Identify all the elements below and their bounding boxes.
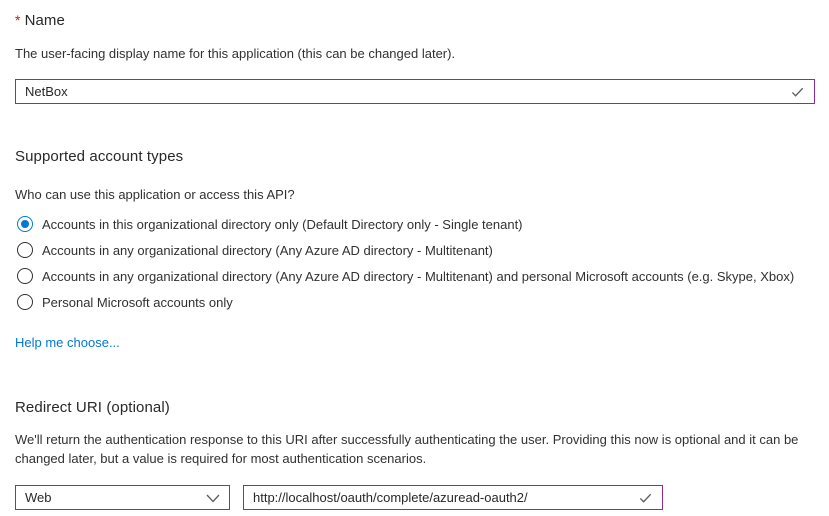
radio-option-label: Accounts in any organizational directory (Any Azure AD directory - Multitenant) and personal Microsoft accounts (e.g. Skype, Xbox) bbox=[42, 268, 795, 284]
valid-checkmark-icon bbox=[638, 490, 653, 505]
radio-option-personal-only[interactable] bbox=[15, 289, 815, 315]
radio-option-label: Personal Microsoft accounts only bbox=[42, 294, 233, 310]
name-input[interactable] bbox=[16, 80, 814, 103]
account-types-section bbox=[15, 148, 815, 352]
valid-checkmark-icon bbox=[790, 84, 805, 99]
name-input-container bbox=[15, 79, 815, 104]
redirect-uri-input-container bbox=[243, 485, 663, 510]
radio-button-icon[interactable] bbox=[17, 268, 33, 284]
radio-option-label: Accounts in any organizational directory (Any Azure AD directory - Multitenant) bbox=[42, 242, 493, 258]
platform-select-value: Web bbox=[25, 490, 52, 505]
redirect-uri-description: We'll return the authentication response to this URI after successfully authenticating the user. Providing this now is optional and it can be changed later, but a value is required for most authentication scenarios. bbox=[15, 432, 799, 466]
radio-button-icon[interactable] bbox=[17, 294, 33, 310]
redirect-uri-heading: Redirect URI (optional) bbox=[15, 399, 170, 416]
radio-button-icon[interactable] bbox=[17, 216, 33, 232]
account-types-radio-group bbox=[15, 211, 815, 315]
radio-option-multitenant[interactable] bbox=[15, 237, 815, 263]
redirect-uri-section bbox=[15, 399, 815, 510]
redirect-uri-input[interactable] bbox=[244, 486, 662, 509]
name-label: Name bbox=[24, 12, 65, 29]
help-me-choose-link[interactable]: Help me choose... bbox=[15, 335, 120, 350]
name-description: The user-facing display name for this application (this can be changed later). bbox=[15, 46, 456, 61]
account-types-heading: Supported account types bbox=[15, 148, 184, 165]
platform-select-dropdown[interactable] bbox=[15, 485, 230, 510]
required-asterisk: * bbox=[15, 12, 21, 28]
radio-option-label: Accounts in this organizational directory only (Default Directory only - Single tenant) bbox=[42, 216, 523, 232]
radio-option-single-tenant[interactable] bbox=[15, 211, 815, 237]
name-section-heading bbox=[15, 12, 815, 29]
account-types-question: Who can use this application or access this API? bbox=[15, 187, 295, 202]
radio-button-icon[interactable] bbox=[17, 242, 33, 258]
redirect-uri-row bbox=[15, 485, 815, 510]
radio-option-multitenant-personal[interactable] bbox=[15, 263, 815, 289]
chevron-down-icon bbox=[206, 493, 220, 503]
